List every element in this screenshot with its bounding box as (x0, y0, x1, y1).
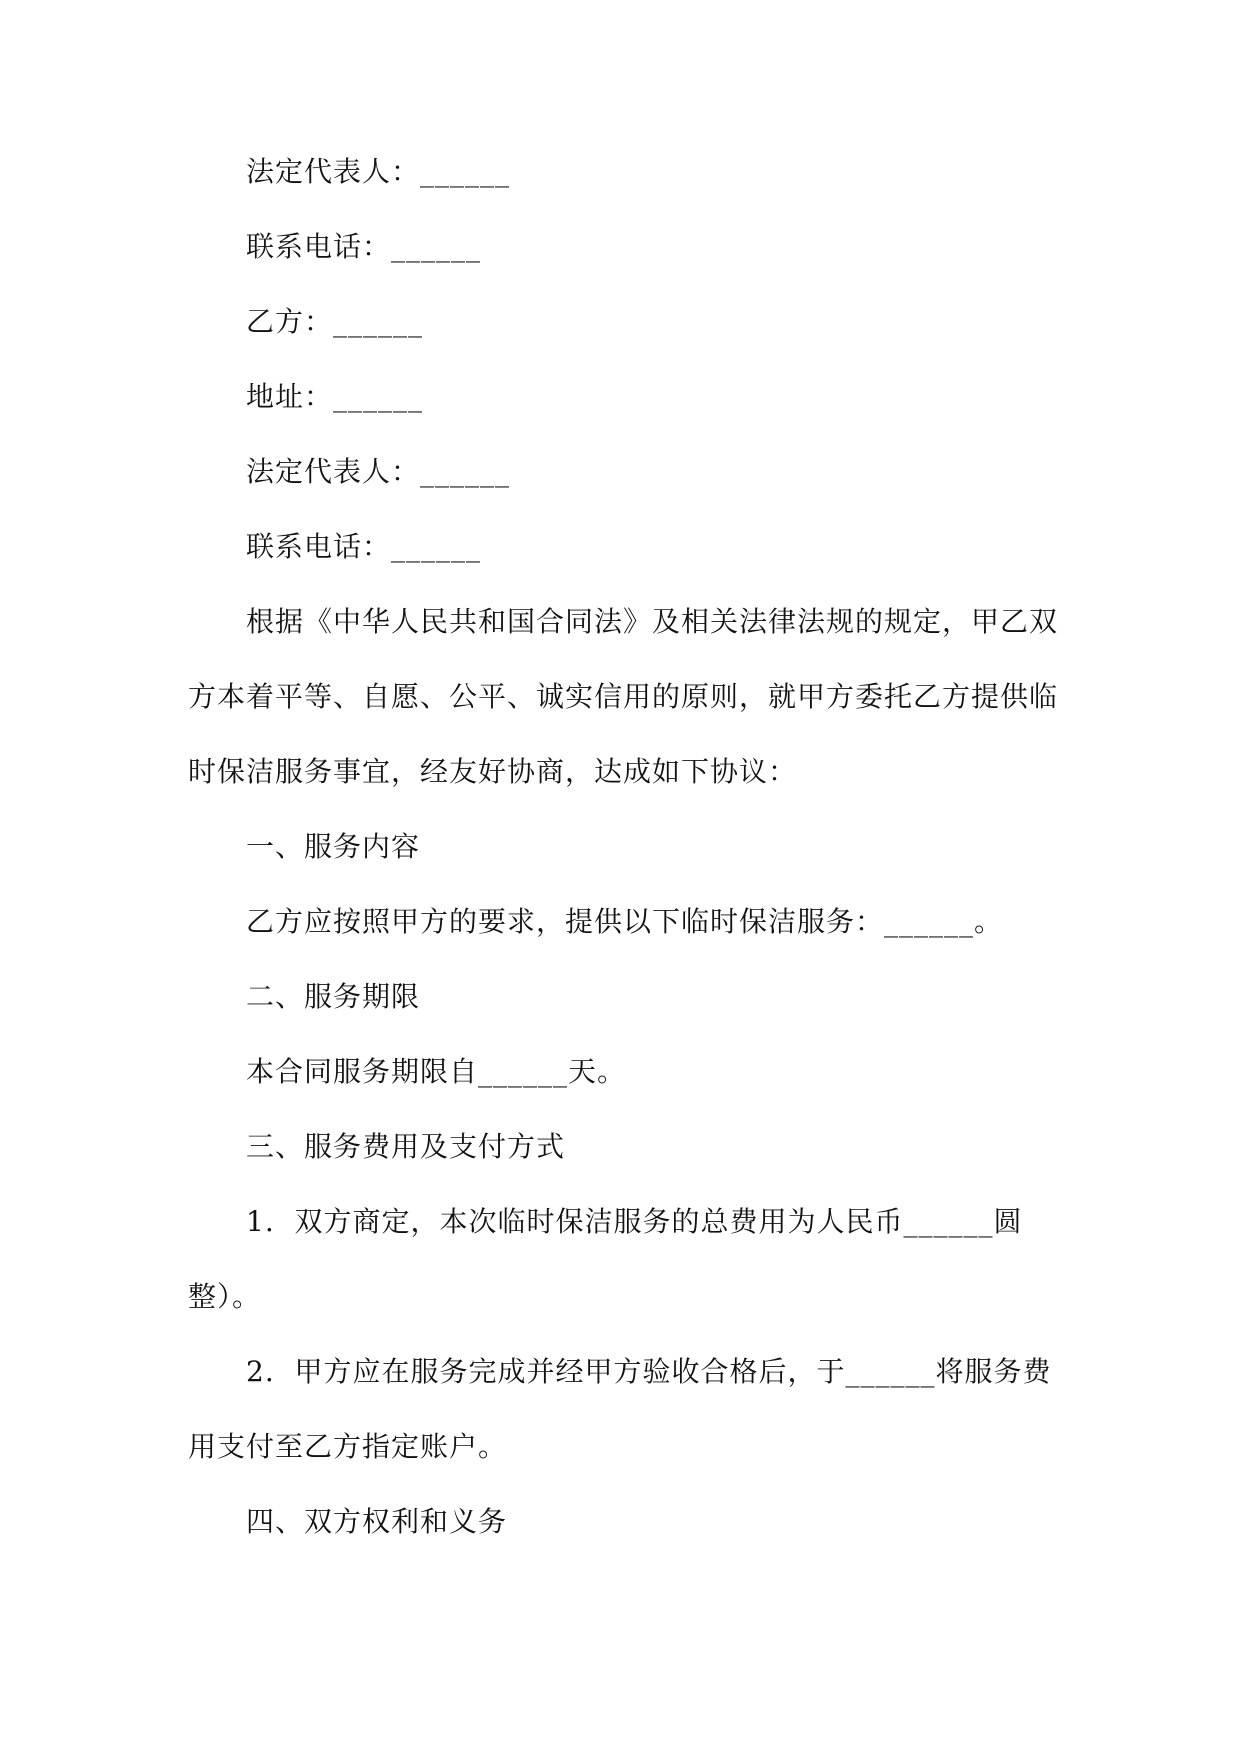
clause-3-2-line-1: 2. 甲方应在服务完成并经甲方验收合格后，于______将服务费 (246, 1355, 1052, 1388)
party-a-legal-rep-line: 法定代表人：______ (246, 155, 511, 188)
party-a-phone-line: 联系电话：______ (246, 230, 482, 263)
section-1-body: 乙方应按照甲方的要求，提供以下临时保洁服务：______。 (246, 905, 1004, 938)
preamble-line-1: 根据《中华人民共和国合同法》及相关法律法规的规定，甲乙双 (246, 605, 1059, 638)
section-heading-3: 三、服务费用及支付方式 (246, 1130, 566, 1163)
party-b-phone-line: 联系电话：______ (246, 530, 482, 563)
section-heading-1: 一、服务内容 (246, 830, 421, 863)
party-b-address-line: 地址：______ (246, 380, 424, 413)
section-2-body: 本合同服务期限自______天。 (246, 1055, 627, 1088)
clause-3-1-line-2: 整）。 (188, 1280, 262, 1313)
preamble-line-2: 方本着平等、自愿、公平、诚实信用的原则，就甲方委托乙方提供临 (188, 680, 1059, 713)
section-heading-4: 四、双方权利和义务 (246, 1505, 508, 1538)
section-heading-2: 二、服务期限 (246, 980, 421, 1013)
clause-3-2-line-2: 用支付至乙方指定账户。 (188, 1430, 508, 1463)
preamble-line-3: 时保洁服务事宜，经友好协商，达成如下协议： (188, 755, 798, 788)
clause-3-1-line-1: 1. 双方商定，本次临时保洁服务的总费用为人民币______圆 (246, 1205, 1023, 1238)
party-b-legal-rep-line: 法定代表人：______ (246, 455, 511, 488)
party-b-line: 乙方：______ (246, 305, 424, 338)
